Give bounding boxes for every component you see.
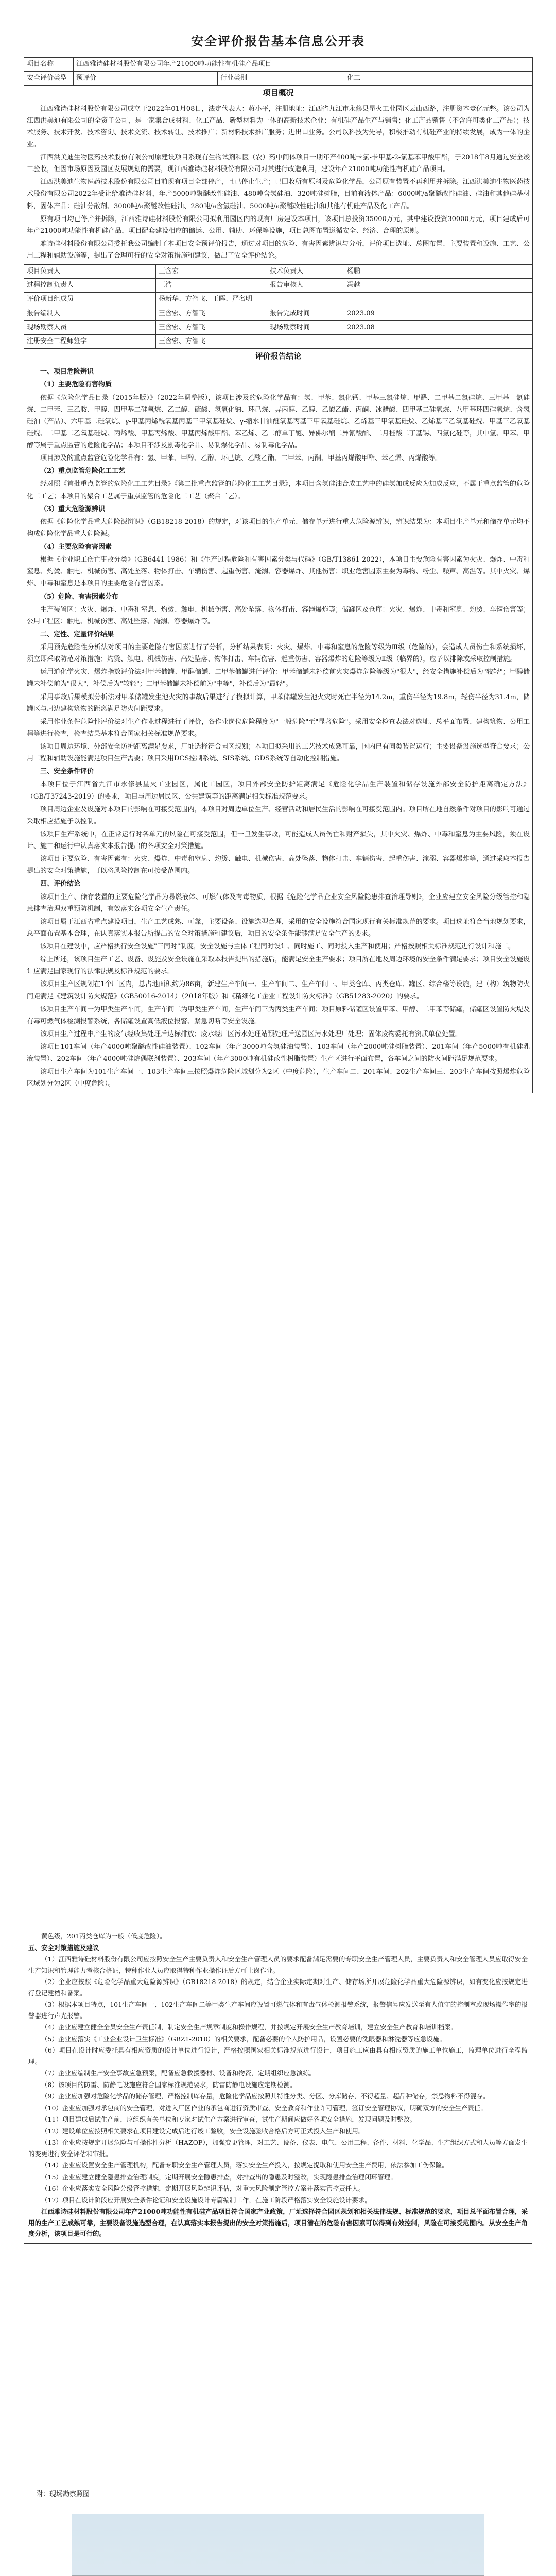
staff-row-site xyxy=(24,320,533,334)
conclusion-paragraph: （7）企业应编制生产安全事故应急预案，配备应急救援器材、设备和物资，定期组织应急演练。 xyxy=(41,2069,316,2077)
section-subheading: （3）重大危险源辨识 xyxy=(40,505,106,513)
project-name-label: 项目名称 xyxy=(24,58,74,72)
info-disclosure-page xyxy=(24,31,532,1093)
eval-type-row xyxy=(24,72,533,86)
conclusion-body xyxy=(24,364,533,1093)
finish-date-value: 2023.09 xyxy=(344,307,533,320)
conclusion-paragraph: 该项目属于江西省重点建设项目，生产工艺成熟、可靠，主要设备、设施选型合理，采用的安全设施符合国家现行有关标准规范的要求。项目选址符合当地规划要求，总平面布置基本合理，在认真落实本报告所提出的安全对策措施和建议后，项目的安全条件能够满足安全生产的要求。 xyxy=(27,918,530,938)
site-staff-value: 王含宏、方智飞 xyxy=(156,320,267,334)
tech-lead-label: 技术负责人 xyxy=(267,265,344,279)
conclusion-paragraph: 运用道化学火灾、爆炸指数评价法对甲苯储罐、甲醇储罐、二甲苯储罐进行评价：甲苯储罐未补偿前火灾爆炸危险等级为"很大"，经安全措施补偿后为"较轻"；甲醇储罐未补偿前为"很大"，补偿后为"较轻"；二甲苯储罐未补偿前为"中等"，补偿后为"最轻"。 xyxy=(27,668,530,688)
team-value: 杨新华、方智飞、王晖、严名明 xyxy=(156,293,533,307)
overview-paragraph: 江西洪美迪生物医药技术股份有限公司原建设项目系现有生物试剂和医（农）药中间体项目一期年产400吨卡氯-卡甲基-2-氯基苯甲酸甲酯，于2018年8月通过安全竣工验收，但因市场原因及园区发展规划的需要，现江西雅诗硅材料股份有限公司对其进行改造利用，建设年产21000吨功能性有机硅产品项目。 xyxy=(27,154,530,174)
site-staff-label: 现场勘察人员 xyxy=(24,320,156,334)
conclusion-paragraph: （9）企业应加强对危险化学品的储存管理，严格控制库存量，危险化学品应按照其特性分类、分区、分库储存，不得超量、超品种储存，禁忌物料不得混存。 xyxy=(41,2092,490,2100)
overview-paragraph: 雅诗硅材料股份有限公司委托我公司编制了本项目安全预评价报告，通过对项目的危险、有害因素辨识与分析，评价项目选址、总图布置、主要装置和设施、工艺、公用工程和辅助设施等，提出了合理可行的安全对策措施和建议，做出了安全评价结论。 xyxy=(27,240,530,260)
conclusion-paragraph: 该项目生产系统中，在正常运行时各单元的风险在可接受范围，但一旦发生事故，可能造成人员伤亡和财产损失，其中火灾、爆炸、中毒和窒息为主要风险，须在设计、施工和运行中认真落实本报告提出的各项安全对策措施。 xyxy=(27,830,530,850)
conclusion-paragraph: 根据《企业职工伤亡事故分类》（GB6441-1986）和《生产过程危险和有害因素分类与代码》（GB/T13861-2022），本项目主要危险有害因素为火灾、爆炸、中毒和窒息、灼烫、触电、机械伤害、高处坠落、物体打击、车辆伤害、起重伤害、淹溺、容器爆炸、其他伤害；职业危害因素主要为毒物、粉尘、噪声、高温等。其中火灾、爆炸、中毒和窒息是本项目的主要危险有害因素。 xyxy=(27,556,530,588)
conclusion-paragraph: （16）企业应落实安全风险分级管控措施，定期开展风险辨识评估，对重大风险制定管控方案并落实管控责任人。 xyxy=(41,2184,365,2192)
conclusion-paragraph: 依据《危险化学品目录（2015年版）》（2022年调整版），该项目涉及的危险化学品有：氢、甲苯、氯化钙、甲基三氯硅烷、甲醛、二甲基二氯硅烷、三甲基一氯硅烷、二甲苯、三乙胺、甲醇、四甲基二硅氧烷、乙二醇、硫酸、氢氧化钠、环己烷、异丙醇、乙醇、乙酸乙酯、丙酮、冰醋酸、四甲基二硅氧烷、八甲基环四硅氧烷、含氢硅油（产品）、六甲基二硅氧烷、γ-甲基丙烯酰氧基丙基三甲氧基硅烷、γ-缩水甘油醚氧基丙基三甲氧基硅烷、乙烯基三甲氧基硅烷、乙烯基三乙氧基硅烷、甲基三乙氧基硅烷、二甲基二乙氧基硅烷、丙烯酸、甲基丙烯酸、甲基丙烯酸甲酯、苯乙烯、乙二醇单丁醚、异佛尔酮二异氰酸酯、二月桂酸二丁基锡、四氯化硅等，其中氢、甲苯、甲醇等属于重点监管的危险化学品；本项目不涉及剧毒化学品、易制爆化学品、易制毒化学品。 xyxy=(27,394,530,449)
compiler-value: 王含宏、方智飞 xyxy=(156,307,267,320)
industry-label: 行业类别 xyxy=(218,72,344,86)
conclusion-paragraph: 依据《危险化学品重大危险源辨识》（GB18218-2018）的规定，对该项目的生产单元、储存单元进行重大危险源辨识，辨识结果为：本项目生产单元和储存单元均不构成危险化学品重大危险源。 xyxy=(27,518,530,538)
site-date-label: 现场勘察时间 xyxy=(267,320,344,334)
compiler-label: 报告编制人 xyxy=(24,307,156,320)
staff-row-reviewer xyxy=(24,279,533,293)
finish-date-label: 报告完成时间 xyxy=(267,307,344,320)
site-date-value: 2023.08 xyxy=(344,320,533,334)
overview-body xyxy=(24,101,533,265)
section-subheading: 四、评价结论 xyxy=(40,880,81,888)
conclusion-paragraph: （8）该项目的防雷、防静电设施应符合国家标准规范要求，防雷防静电设施应定期检测。 xyxy=(41,2080,297,2089)
conclusion-paragraph: 该项目主要危险、有害因素有：火灾、爆炸、中毒和窒息、灼烫、触电、机械伤害、高处坠落、物体打击、车辆伤害、起重伤害、淹溺、容器爆炸等，通过采取本报告提出的安全对策措施，可以将风险控制在可接受范围内。 xyxy=(27,855,530,875)
overview-heading: 项目概况 xyxy=(24,86,533,101)
section-subheading: 三、安全条件评价 xyxy=(40,768,94,776)
conclusion-paragraph: 经对照《首批重点监管的危险化工工艺目录》《第二批重点监管的危险化工工艺目录》，本项目含氢硅油合成工艺中的硅氢加成反应为加成反应，不属于重点监管的危险化工工艺；本项目的聚合工艺属于重点监管的危险化工工艺（聚合工艺）。 xyxy=(27,480,530,500)
site-photo-page xyxy=(24,2488,532,2576)
section-subheading: （1）主要危险有害物质 xyxy=(40,381,112,389)
conclusion-paragraph: 黄色级，201丙类仓库为一般（低度危险）。 xyxy=(41,1932,166,1940)
process-lead-label: 过程控制负责人 xyxy=(24,279,156,293)
staff-row-manager xyxy=(24,265,533,279)
conclusion-paragraph: 该项目生产区规划在1个厂区内，总占地面积约为86亩，新建生产车间一、生产车间二、生产车间三、甲类仓库、丙类仓库、罐区、综合楼等设施，建（构）筑物防火间距满足《建筑设计防火规范》（GB50016-2014）（2018年版）和《精细化工企业工程设计防火标准》（GB51283-2020）的要求。 xyxy=(27,980,530,1001)
conclusion-paragraph: 采用作业条件危险性评价法对生产作业过程进行了评价，各作业岗位危险程度为"一般危险"至"显著危险"。采用安全检查表法对选址、总平面布置、建构筑物、公用工程等进行检查，检查结果基本符合国家相关标准规范要求。 xyxy=(27,718,530,738)
report-reviewer-value: 冯越 xyxy=(344,279,533,293)
staff-row-signature xyxy=(24,334,533,348)
section-subheading: 一、项目危险辨识 xyxy=(40,368,94,376)
section-subheading: （2）重点监管危险化工工艺 xyxy=(40,467,126,476)
staff-row-team xyxy=(24,293,533,307)
conclusion-paragraph: 该项目101车间（年产4000吨聚醚改性硅油装置）、102车间（年产3000吨含氢硅油装置）、103车间（年产2000吨硅树脂装置）、201车间（年产5000吨有机硅乳液装置）、202车间（年产4000吨硅烷偶联剂装置）、203车间（年产3000吨有机硅改性树脂装置）生产区进行平面布置，各车间之间的防火间距满足规范要求。 xyxy=(27,1043,530,1063)
conclusion-paragraph: （12）建设单位应按照相关要求在项目建设完成后进行竣工验收，安全设施验收合格后方可正式投入生产和使用。 xyxy=(41,2127,365,2135)
conclusion-paragraph: 该项目在建设中，应严格执行安全设施"三同时"制度，安全设施与主体工程同时设计、同时施工、同时投入生产和使用；严格按照相关标准规范进行设计和施工。 xyxy=(40,943,515,951)
overview-paragraph: 江西雅诗硅材料股份有限公司成立于2022年01月08日，法定代表人：蒋小平，注册地址：江西省九江市永修县星火工业园区云山西路，注册资本壹亿元整。该公司为江西洪美迪有限公司的全资子公司，是一家集合成材料、化工产品、新型材料为一体的高新技术企业；有机硅产品生产与销售；化工产品销售（不含许可类化工产品）；技术服务、技术开发、技术咨询、技术交流、技术转让、技术推广；新材料技术推广服务；进出口业务。公司以科技为先导，积极推动有机硅产业的持续发展，成为一体的企业。 xyxy=(27,105,530,148)
eval-type-value: 预评价 xyxy=(74,72,218,86)
conclusion-paragraph: 采用预先危险性分析法对项目的主要危险有害因素进行了分析，分析结果表明：火灾、爆炸、中毒和窒息的危险等级为Ⅲ级（危险的），会造成人员伤亡和系统损坏，须立即采取防范对策措施；灼烫、触电、机械伤害、高处坠落、物体打击、车辆伤害、起重伤害、容器爆炸的危险等级为Ⅱ级（临界的），应予以排除或采取控制措施。 xyxy=(27,643,530,664)
site-photo xyxy=(72,2514,484,2576)
conclusion-paragraph: 项目涉及的重点监管危险化学品有：氢、甲苯、甲醇、乙醇、环己烷、乙酸乙酯、二甲苯、丙酮、甲基丙烯酸甲酯、苯乙烯、丙烯酸等。 xyxy=(40,454,442,463)
conclusion-paragraph: （5）企业应落实《工业企业设计卫生标准》（GBZ1-2010）的相关要求，配备必要的个人防护用品，设置必要的洗眼器和淋洗器等应急设施。 xyxy=(41,2035,446,2043)
conclusion-paragraph: （2）企业应按照《危险化学品重大危险源辨识》（GB18218-2018）的规定，结合企业实际定期对生产、储存场所开展危险化学品重大危险源辨识，如有变化应按规定进行登记建档和备案。 xyxy=(28,1978,528,1997)
manager-value: 王含宏 xyxy=(156,265,267,279)
conclusion-paragraph: （11）项目建成后试生产前，应组织有关单位和专家对试生产方案进行审查，试生产期间应做好各项安全措施，发现问题及时整改。 xyxy=(41,2115,416,2123)
conclusion-paragraph: 江西雅诗硅材料股份有限公司年产21000吨功能性有机硅产品项目符合国家产业政策，厂址选择符合园区规划和相关法律法规、标准规范的要求，项目总平面布置合理，采用的生产工艺成熟可靠，主要设备设施选型合理，在认真落实本报告提出的安全对策措施后，项目潜在的危险有害因素可以得到有效控制，风险在可接受范围内。从安全生产角度分析，该项目是可行的。 xyxy=(28,2208,528,2238)
conclusion-paragraph: （13）企业应按规定开展危险与可操作性分析（HAZOP），加强变更管理，对工艺、设备、仪表、电气、公用工程、备件、材料、化学品、生产组织方式和人员等方面发生的变更进行安全评估和审批。 xyxy=(28,2139,528,2158)
conclusion-heading: 评价报告结论 xyxy=(24,349,533,364)
conclusion-paragraph: （4）企业应建立健全全员安全生产责任制，制定安全生产规章制度和操作规程，并按规定开展安全生产教育培训，建立安全生产教育和培训档案。 xyxy=(41,2023,457,2031)
project-name-row xyxy=(24,58,533,72)
project-name-value: 江西雅诗硅材料股份有限公司年产21000吨功能性有机硅产品项目 xyxy=(74,58,533,72)
conclusion-paragraph: 该项目生产车间一为甲类生产车间，生产车间二为甲类生产车间，生产车间三为丙类生产车间；项目原料储罐区设置甲苯、甲醇、二甲苯等储罐，储罐区设置防火堤及有毒可燃气体检测报警系统，各储罐设置高低液位报警、紧急切断等安全设施。 xyxy=(27,1005,530,1025)
continuation-page xyxy=(24,1927,532,2244)
conclusion-paragraph: 本项目位于江西省九江市永修县星火工业园区，属化工园区，项目外部安全防护距离满足《危险化学品生产装置和储存设施外部安全防护距离确定方法》（GB/T37243-2019）的要求，项目与周边居民区、公共建筑等的距离满足相关标准规范要求。 xyxy=(27,781,530,801)
eval-type-label: 安全评价类型 xyxy=(24,72,74,86)
section-subheading: 五、安全对策措施及建议 xyxy=(28,1943,99,1952)
conclusion-paragraph: 生产装置区：火灾、爆炸、中毒和窒息、灼烫、触电、机械伤害、高处坠落、物体打击、容器爆炸等；储罐区及仓库：火灾、爆炸、中毒和窒息、灼烫、车辆伤害等；公用工程区：触电、机械伤害、高处坠落、淹溺、容器爆炸等。 xyxy=(27,605,530,625)
conclusion-paragraph: 该项目生产车间为101生产车间一、103生产车间三按照爆炸危险区域划分为2区（中度危险），生产车间二、201车间、202生产车间三、203生产车间按照爆炸危险区域划分为2区（中度危险）。 xyxy=(27,1068,530,1088)
conclusion-paragraph: （10）企业应加强对承包商的安全管理，对进入厂区作业的承包商进行资质审查、安全教育和作业许可管理，签订安全管理协议，明确双方的安全生产责任。 xyxy=(41,2104,487,2112)
conclusion-paragraph: 该项目生产过程中产生的废气经收集处理后达标排放；废水经厂区污水处理站预处理后送园区污水处理厂处理；固体废物委托有资质单位处置。 xyxy=(40,1030,462,1038)
overview-paragraph: 江西洪美迪生物医药技术股份有限公司目前现有项目全部停产，且已停止生产；已回收所有原料及危险化学品，公司原有装置不再利用并拆除。江西洪美迪生物医药技术股份有限公司2022年受让给雅诗硅材料，年产5000吨聚醚改性硅油、480吨含氢硅油、320吨硅树脂，目前有液体产品：6000吨/a聚醚改性硅油、硅油和其他硅基材料，固体产品：硅油分散剂、3000吨/a聚醚改性硅油、280吨/a含氢硅油、5000吨/a聚醚改性硅油和其他有机硅产品及化工产品。 xyxy=(27,178,530,210)
report-reviewer-label: 报告审核人 xyxy=(267,279,344,293)
section-subheading: （4）主要危险有害因素 xyxy=(40,543,112,551)
photo-caption: 附：现场勘察照图 xyxy=(36,2490,90,2498)
signature-value: 王含宏、方智飞 xyxy=(156,334,533,348)
conclusion-paragraph: （14）企业应设置安全生产管理机构，配备专职安全生产管理人员，落实安全生产投入，按规定提取和使用安全生产费用，依法参加工伤保险。 xyxy=(41,2161,448,2169)
conclusion-paragraph: 该项目周边环境、外部安全防护距离满足要求，厂址选择符合园区规划；本项目拟采用的工艺技术成熟可靠，国内已有同类装置运行；主要设备设施选型符合要求；公用工程和辅助设施能满足项目生产需要；项目采用DCS控制系统、SIS系统、GDS系统等自动化控制措施。 xyxy=(27,743,530,763)
conclusion-continued xyxy=(24,1927,532,2244)
tech-lead-value: 杨鹏 xyxy=(344,265,533,279)
conclusion-paragraph: 项目周边企业及设施对本项目的影响在可接受范围内，本项目对周边单位生产、经营活动和居民生活的影响在可接受范围内。项目所在地自然条件对项目的影响可通过采取相应措施予以控制。 xyxy=(27,805,530,825)
staff-row-compiler xyxy=(24,307,533,320)
conclusion-paragraph: （1）江西雅诗硅材料股份有限公司应按照安全生产主要负责人和安全生产管理人员的要求配备满足需要的专职安全生产管理人员，主要负责人和安全管理人员应取得安全生产知识和管理能力考核合格证，特种作业人员应取得特种作业操作证后方可上岗作业。 xyxy=(28,1955,528,1974)
overview-paragraph: 原有项目均已停产并拆除，江西雅诗硅材料股份有限公司拟利用园区内的现有厂房建设本项目，该项目总投资35000万元，其中建设投资30000万元，项目建成后可年产21000吨功能性有机硅产品，项目配套建设相应的储运、公用、辅助、环保等设施，项目总图布置遵循安全、经济、合理的原则。 xyxy=(27,215,530,235)
conclusion-paragraph: （3）根据本项目特点，101生产车间一、102生产车间二等甲类生产车间应设置可燃气体和有毒气体检测报警系统，报警信号应发送至有人值守的控制室或现场操作室的报警器进行声光报警。 xyxy=(28,2001,528,2020)
document-title: 安全评价报告基本信息公开表 xyxy=(191,33,365,48)
manager-label: 项目负责人 xyxy=(24,265,156,279)
conclusion-paragraph: 该项目生产、储存装置的主要危险化学品为易燃液体、可燃气体及有毒物质，根据《危险化学品企业安全风险隐患排查治理导则》，企业应建立安全风险分级管控和隐患排查治理双重预防机制，有效落实各项安全生产责任。 xyxy=(27,893,530,913)
industry-value: 化工 xyxy=(344,72,533,86)
team-label: 评价项目组成员 xyxy=(24,293,156,307)
section-subheading: 二、定性、定量评价结果 xyxy=(40,630,114,638)
conclusion-paragraph: （6）项目在设计时应委托具有相应资质的设计单位进行设计，严格按照国家相关标准规范进行设计，项目施工应由具有相应资质的施工单位施工，监理单位进行全程监理。 xyxy=(28,2046,528,2065)
process-lead-value: 王浩 xyxy=(156,279,267,293)
conclusion-paragraph: 采用事故后果模拟分析法对甲苯储罐发生池火灾的事故后果进行了模拟计算，甲苯储罐发生池火灾时死亡半径为14.2m，重伤半径为19.8m，轻伤半径为31.4m，储罐区与周边建构筑物的距离满足防火间距要求。 xyxy=(27,693,530,713)
basic-info-table xyxy=(24,57,533,1093)
conclusion-paragraph: （17）项目在设计阶段应开展安全条件论证和安全设施设计专篇编制工作，在施工阶段严格落实安全设施设计要求。 xyxy=(41,2196,371,2204)
section-subheading: （5）危险、有害因素分布 xyxy=(40,592,119,601)
signature-label: 注册安全工程师签字 xyxy=(24,334,156,348)
conclusion-paragraph: 综上所述，该项目生产工艺、设备、设施及安全设施在采取本报告提出的措施后，能满足安全生产要求；项目所在地及周边环境的安全条件满足要求；项目安全设施设计应满足国家现行的法律法规及标准规范的要求。 xyxy=(27,956,530,976)
conclusion-paragraph: （15）企业应建立健全隐患排查治理制度，定期开展安全隐患排查，对排查出的隐患及时整改，实现隐患排查治理闭环管理。 xyxy=(41,2173,397,2181)
